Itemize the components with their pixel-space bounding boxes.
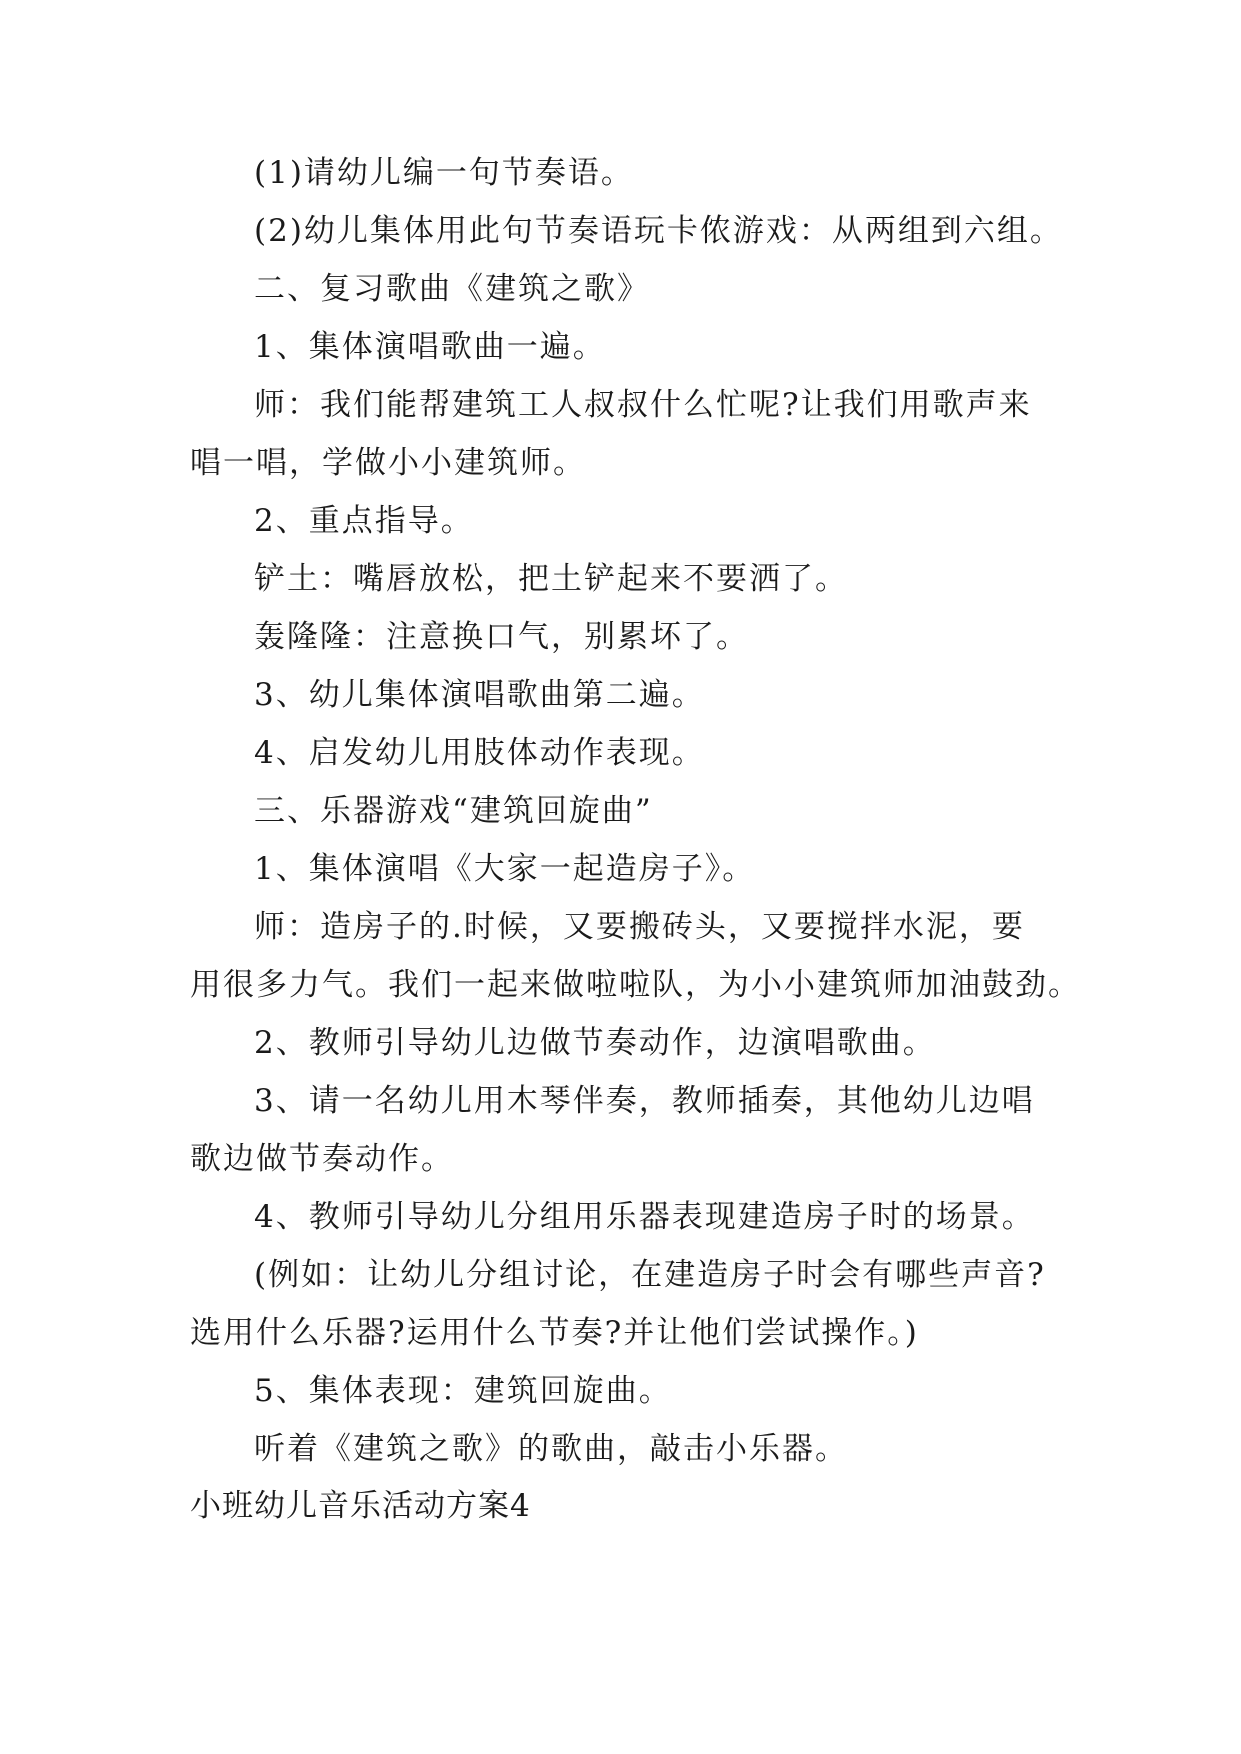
paragraph-line: 轰隆隆：注意换口气，别累坏了。	[254, 619, 749, 655]
paragraph-line: (例如：让幼儿分组讨论，在建造房子时会有哪些声音?	[254, 1257, 1046, 1293]
paragraph-line: 选用什么乐器?运用什么节奏?并让他们尝试操作。)	[190, 1315, 919, 1351]
paragraph-line: 唱一唱，学做小小建筑师。	[190, 445, 586, 481]
paragraph-line: 师：造房子的.时候，又要搬砖头，又要搅拌水泥，要	[254, 909, 1025, 945]
paragraph-line: 用很多力气。我们一起来做啦啦队，为小小建筑师加油鼓劲。	[190, 967, 1081, 1003]
paragraph-line: (1)请幼儿编一句节奏语。	[254, 155, 634, 191]
paragraph-line: 4、教师引导幼儿分组用乐器表现建造房子时的场景。	[254, 1199, 1035, 1235]
paragraph-line: 3、幼儿集体演唱歌曲第二遍。	[254, 677, 705, 713]
paragraph-line: 2、重点指导。	[254, 503, 474, 539]
paragraph-line: 2、教师引导幼儿边做节奏动作，边演唱歌曲。	[254, 1025, 936, 1061]
paragraph-line: 听着《建筑之歌》的歌曲，敲击小乐器。	[254, 1431, 848, 1467]
section-heading: 小班幼儿音乐活动方案4	[190, 1488, 531, 1524]
paragraph-line: 5、集体表现：建筑回旋曲。	[254, 1373, 672, 1409]
paragraph-line: 3、请一名幼儿用木琴伴奏，教师插奏，其他幼儿边唱	[254, 1083, 1035, 1119]
section-subheading: 二、复习歌曲《建筑之歌》	[254, 271, 650, 307]
paragraph-line: 1、集体演唱歌曲一遍。	[254, 329, 606, 365]
paragraph-line: (2)幼儿集体用此句节奏语玩卡侬游戏：从两组到六组。	[254, 213, 1063, 249]
paragraph-line: 4、启发幼儿用肢体动作表现。	[254, 735, 705, 771]
paragraph-line: 师：我们能帮建筑工人叔叔什么忙呢?让我们用歌声来	[254, 387, 1032, 423]
section-subheading: 三、乐器游戏“建筑回旋曲”	[254, 793, 653, 829]
paragraph-line: 歌边做节奏动作。	[190, 1141, 454, 1177]
paragraph-line: 1、集体演唱《大家一起造房子》。	[254, 851, 756, 887]
paragraph-line: 铲土：嘴唇放松，把土铲起来不要洒了。	[254, 561, 848, 597]
